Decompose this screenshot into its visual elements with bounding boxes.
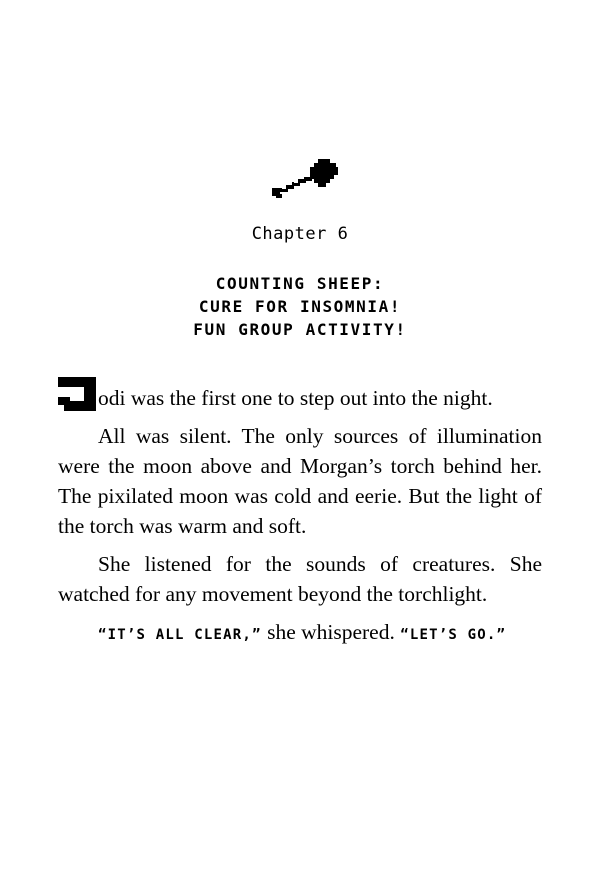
chapter-title-line-3: FUN GROUP ACTIVITY! [193,320,407,339]
dialogue-quote-2: “LET’S GO.” [400,627,507,643]
chapter-body [58,377,542,658]
drop-cap-letter-j [58,377,96,411]
chapter-title-line-1: COUNTING SHEEP: [215,274,385,293]
dialogue-quote-1: “IT’S ALL CLEAR,” [98,627,262,643]
pixel-shovel-icon [268,157,342,201]
dialogue-tag: she whispered. [261,620,401,644]
paragraph-1 [58,377,542,413]
paragraph-2: All was silent. The only sources of illumination were the moon above and Morgan’s torch behind her. The pixilated moon was cold and eerie. But the light of the torch was warm and soft. [58,424,542,538]
paragraph-4 [58,617,542,650]
chapter-title-line-2: CURE FOR INSOMNIA! [198,297,402,316]
paragraph-1-text: odi was the first one to step out into the night. [98,386,493,410]
chapter-number: Chapter 6 [251,224,349,244]
paragraph-3: She listened for the sounds of creatures. She watched for any movement beyond the torchlight. [58,552,542,606]
chapter-title [0,272,600,341]
